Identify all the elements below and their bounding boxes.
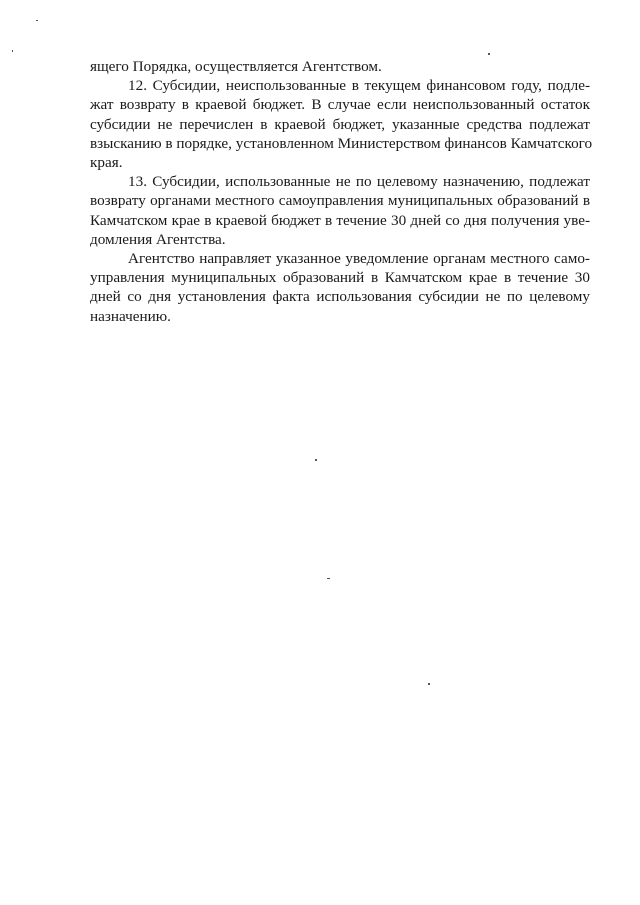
text-line: ящего Порядка, осуществляется Агентством. [90, 58, 382, 75]
paragraph-continuation [90, 57, 590, 76]
text-line: края. [90, 154, 123, 172]
text-line: Агентство направляет указанное уведомление органам местного само- [128, 250, 590, 268]
paragraph-14 [90, 249, 590, 326]
scan-speck [315, 459, 317, 461]
text-line: жат возврату в краевой бюджет. В случае если неиспользованный остаток [90, 96, 590, 114]
paragraph-12 [90, 76, 593, 172]
scan-speck [12, 50, 13, 52]
text-line: Камчатском крае в краевой бюджет в течение 30 дней со дня получения уве- [90, 211, 590, 229]
text-line: субсидии не перечислен в краевой бюджет, указанные средства подлежат [90, 115, 590, 133]
paragraph-13 [90, 172, 590, 249]
scan-speck [488, 53, 490, 55]
text-line: взысканию в порядке, установленном Министерством финансов Камчатского [90, 134, 593, 152]
text-line: назначению. [90, 307, 171, 325]
document-body [90, 57, 593, 326]
text-line: управления муниципальных образований в Камчатском крае в течение 30 [90, 269, 590, 287]
text-line: дней со дня установления факта использования субсидии не по целевому [90, 288, 590, 306]
scan-speck [327, 578, 330, 579]
text-line: 13. Субсидии, использованные не по целевому назначению, подлежат [128, 173, 590, 191]
scan-speck [428, 683, 430, 685]
text-line: 12. Субсидии, неиспользованные в текущем финансовом году, подле- [128, 77, 590, 95]
text-line: домления Агентства. [90, 230, 226, 248]
scan-speck [36, 20, 38, 21]
text-line: возврату органами местного самоуправления муниципальных образований в [90, 192, 590, 210]
